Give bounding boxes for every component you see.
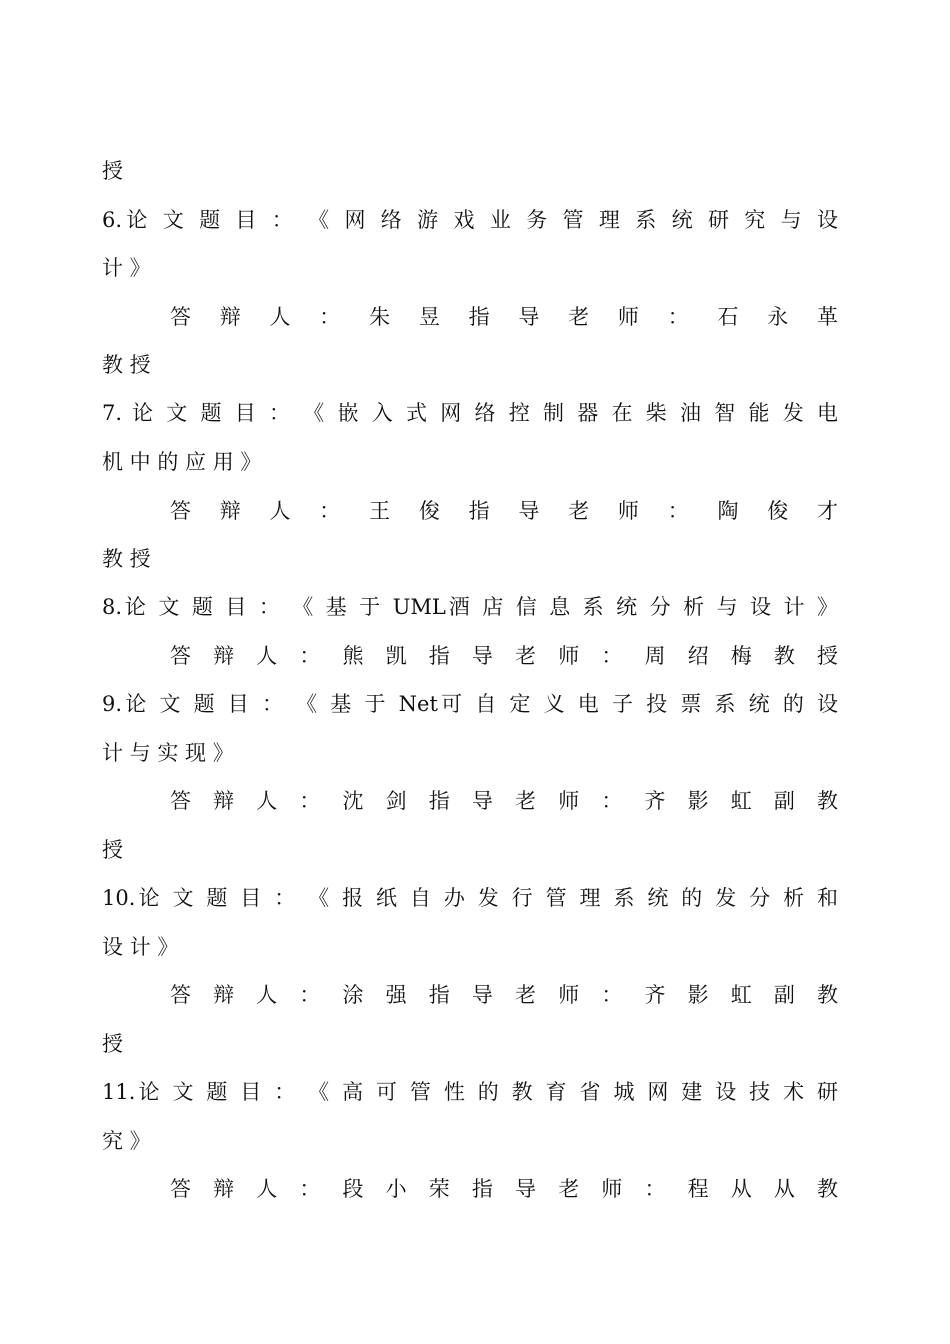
text-line: 授 <box>102 838 123 862</box>
thesis-title-6: 6.论 文 题 目 ： 《 网 络 游 戏 业 务 管 理 系 统 研 究 与 设 <box>102 208 838 232</box>
defender-line-7: 答 辩 人 ： 王 俊 指 导 老 师 ： 陶 俊 才 <box>170 499 838 523</box>
text-line: 机 中 的 应 用 》 <box>102 450 262 474</box>
defender-line-6: 答 辩 人 ： 朱 昱 指 导 老 师 ： 石 永 革 <box>170 305 838 329</box>
thesis-title-8: 8.论 文 题 目 ： 《 基 于 UML酒 店 信 息 系 统 分 析 与 设 计 》 <box>102 595 838 619</box>
defender-line-9: 答 辩 人 ： 沈 剑 指 导 老 师 ： 齐 影 虹 副 教 <box>170 789 838 813</box>
text-line: 授 <box>102 159 123 183</box>
defender-line-10: 答 辩 人 ： 涂 强 指 导 老 师 ： 齐 影 虹 副 教 <box>170 983 838 1007</box>
defender-line-11: 答 辩 人 ： 段 小 荣 指 导 老 师 ： 程 从 从 教 <box>170 1177 838 1201</box>
thesis-title-10: 10.论 文 题 目 ： 《 报 纸 自 办 发 行 管 理 系 统 的 发 分 析 和 <box>102 886 838 910</box>
text-line: 计 》 <box>102 256 151 280</box>
text-line: 教 授 <box>102 547 151 571</box>
thesis-title-11: 11.论 文 题 目 ： 《 高 可 管 性 的 教 育 省 城 网 建 设 技 术 研 <box>102 1080 838 1104</box>
text-line: 教 授 <box>102 353 151 377</box>
thesis-title-7: 7. 论 文 题 目 ： 《 嵌 入 式 网 络 控 制 器 在 柴 油 智 能 发 电 <box>102 401 838 425</box>
defender-line-8: 答 辩 人 ： 熊 凯 指 导 老 师 ： 周 绍 梅 教 授 <box>170 644 838 668</box>
text-line: 究 》 <box>102 1129 151 1153</box>
text-line: 计 与 实 现 》 <box>102 741 234 765</box>
text-line: 设 计 》 <box>102 935 179 959</box>
text-line: 授 <box>102 1032 123 1056</box>
thesis-title-9: 9.论 文 题 目 ： 《 基 于 Net可 自 定 义 电 子 投 票 系 统 的 设 <box>102 692 838 716</box>
